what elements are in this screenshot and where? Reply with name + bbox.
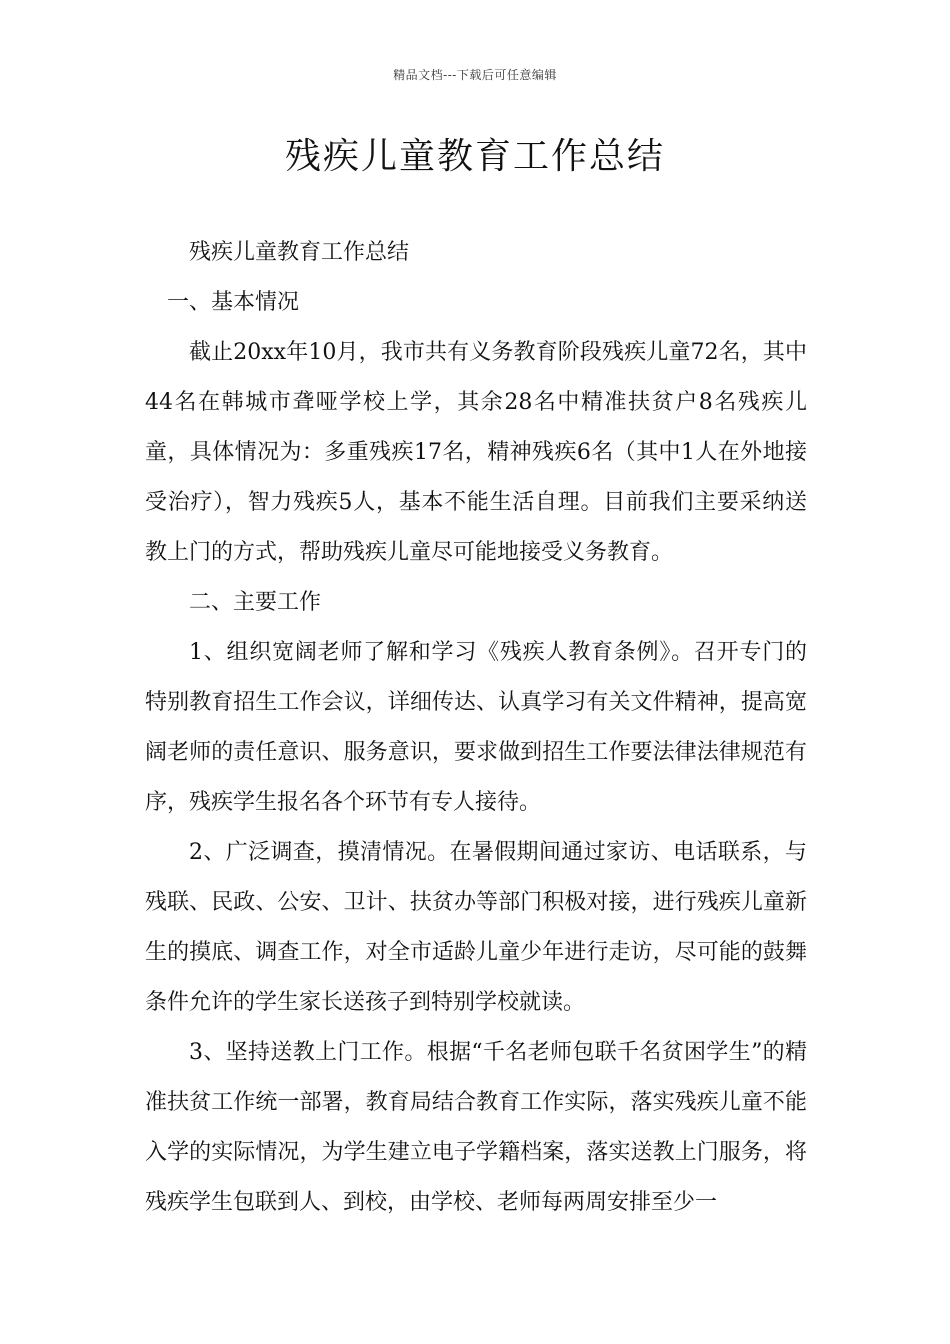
document-subtitle: 残疾儿童教育工作总结: [189, 240, 410, 265]
work-item-1: 1、组织宽阔老师了解和学习《残疾人教育条例》。召开专门的特别教育招生工作会议，详细传达、认真学习有关文件精神，提高宽阔老师的责任意识、服务意识，要求做到招生工作要法律法律规范有序，残疾学生报名各个环节有专人接待。: [145, 640, 807, 815]
work-item-2: 2、广泛调查，摸清情况。在暑假期间通过家访、电话联系，与残联、民政、公安、卫计、扶贫办等部门积极对接，进行残疾儿童新生的摸底、调查工作，对全市适龄儿童少年进行走访，尽可能的鼓舞条件允许的学生家长送孩子到特别学校就读。: [145, 840, 807, 1015]
section-paragraph-basic-situation: 截止20xx年10月，我市共有义务教育阶段残疾儿童72名，其中44名在韩城市聋哑学校上学，其余28名中精准扶贫户8名残疾儿童，具体情况为：多重残疾17名，精神残疾6名（其中1人在外地接受治疗），智力残疾5人，基本不能生活自理。目前我们主要采纳送教上门的方式，帮助残疾儿童尽可能地接受义务教育。: [145, 340, 807, 565]
document-body: [145, 228, 807, 1228]
work-item-3: 3、坚持送教上门工作。根据“千名老师包联千名贫困学生”的精准扶贫工作统一部署，教育局结合教育工作实际，落实残疾儿童不能入学的实际情况，为学生建立电子学籍档案，落实送教上门服务，将残疾学生包联到人、到校，由学校、老师每两周安排至少一: [145, 1040, 807, 1215]
page-header-note: 精品文档---下载后可任意编辑: [393, 68, 557, 82]
document-title: 残疾儿童教育工作总结: [284, 136, 665, 177]
section-heading-basic-situation: 一、基本情况: [167, 290, 300, 315]
section-heading-main-work: 二、主要工作: [189, 590, 322, 615]
